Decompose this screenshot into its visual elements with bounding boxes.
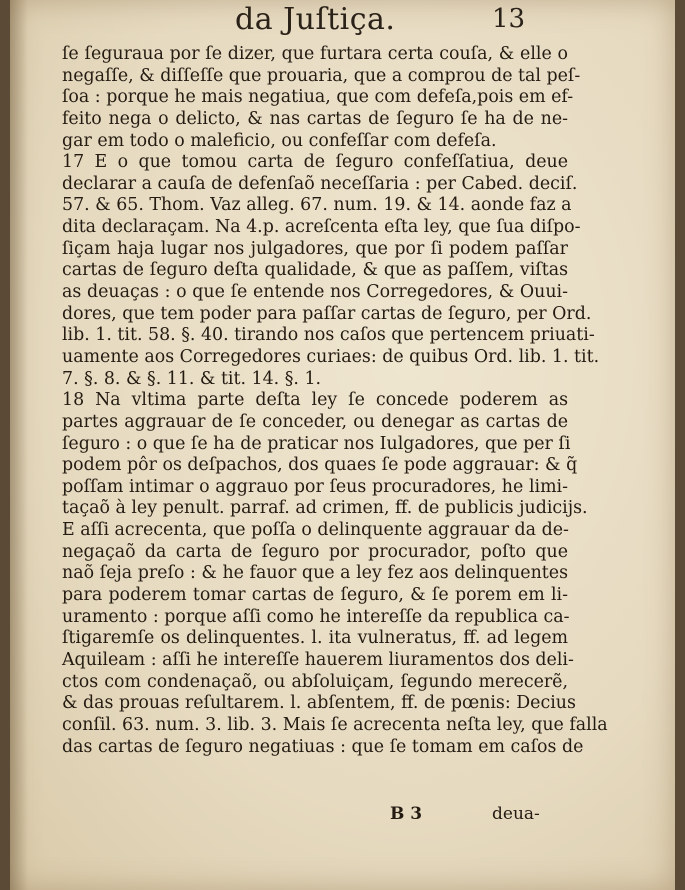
text-line: negaſſe, & diſſeſſe que prouaria, que a comprou de tal peſ- bbox=[62, 65, 581, 86]
page-header bbox=[10, 2, 675, 42]
text-line: declarar a cauſa de defenſaõ neceſſaria : per Cabed. deciſ. bbox=[62, 173, 578, 194]
catchword: deua- bbox=[492, 804, 540, 824]
text-line: dita declaraçam. Na 4.p. acreſcenta eſta ley, que ſua diſpo- bbox=[62, 217, 581, 238]
text-line: ſe ſeguraua por ſe dizer, que furtara certa couſa, & elle o bbox=[62, 44, 568, 64]
text-line: 57. & 65. Thom. Vaz alleg. 67. num. 19. & 14. aonde faz a bbox=[62, 195, 572, 216]
page-footer bbox=[10, 800, 675, 830]
text-line: taçaõ à ley penult. parraf. ad crimen, ff. de publicis judicijs. bbox=[62, 498, 588, 519]
text-line: as deuaças : o que ſe entende nos Corregedores, & Ouui- bbox=[62, 282, 568, 303]
page-number: 13 bbox=[492, 4, 526, 34]
text-line: das cartas de ſeguro negatiuas : que ſe tomam em caſos de bbox=[62, 736, 584, 757]
text-line: ſiçam haja lugar nos julgadores, que por ſi podem paſſar bbox=[62, 238, 568, 259]
signature-mark: B 3 bbox=[390, 804, 423, 824]
body-text bbox=[62, 44, 608, 758]
text-line: feito nega o delicto, & nas cartas de ſeguro ſe ha de ne- bbox=[62, 108, 568, 129]
text-line: negaçaõ da carta de ſeguro por procurador, poſto que bbox=[62, 541, 568, 562]
text-line: E aſſi acrecenta, que poſſa o delinquente aggrauar da de- bbox=[62, 520, 569, 541]
text-line: 7. §. 8. & §. 11. & tit. 14. §. 1. bbox=[62, 368, 322, 389]
text-line: ctos com condenaçaõ, ou abſoluiçam, ſegundo merecerẽ, bbox=[62, 671, 568, 692]
text-line: uramento : porque aſſi como he intereſſe da republica ca- bbox=[62, 606, 570, 627]
text-line: gar em todo o maleficio, ou confeſſar com defeſa. bbox=[62, 130, 497, 151]
text-line: para poderem tomar cartas de ſeguro, & ſe porem em li- bbox=[62, 585, 568, 606]
book-page bbox=[10, 0, 675, 890]
text-line: lib. 1. tit. 58. §. 40. tirando nos caſos que pertencem priuati- bbox=[62, 325, 595, 346]
text-line: cartas de ſeguro deſta qualidade, & que as paſſem, viſtas bbox=[62, 260, 568, 281]
text-line: naõ ſeja preſo : & he fauor que a ley fez aos delinquentes bbox=[62, 563, 568, 584]
text-line: ſoa : porque he mais negatiua, que com defeſa,pois em ef- bbox=[62, 87, 574, 108]
text-line: ſeguro : o que ſe ha de praticar nos Iulgadores, que per ſi bbox=[62, 433, 571, 454]
text-line: dores, que tem poder para paſſar cartas de ſeguro, per Ord. bbox=[62, 303, 592, 324]
text-line: 18 Na vltima parte deſta ley ſe concede poderem as bbox=[62, 390, 568, 411]
running-title: da Juſtiça. bbox=[235, 2, 396, 37]
text-line: ſtigaremſe os delinquentes. l. ita vulneratus, ff. ad legem bbox=[62, 628, 568, 649]
text-line: uamente aos Corregedores curiaes: de quibus Ord. lib. 1. tit. bbox=[62, 346, 600, 367]
text-line: poſſam intimar o aggrauo por ſeus procuradores, he limi- bbox=[62, 476, 568, 497]
text-line: Aquileam : aſſi he intereſſe hauerem liuramentos dos deli- bbox=[62, 649, 574, 670]
text-line: partes aggrauar de ſe conceder, ou denegar as cartas de bbox=[62, 411, 568, 432]
text-line: & das prouas reſultarem. l. abſentem, ff. de pœnis: Decius bbox=[62, 693, 576, 714]
text-line: conſil. 63. num. 3. lib. 3. Mais ſe acrecenta neſta ley, que falla bbox=[62, 714, 608, 735]
text-line: podem pôr os deſpachos, dos quaes ſe pode aggrauar: & q̃ bbox=[62, 455, 578, 476]
text-line: 17 E o que tomou carta de ſeguro confeſſatiua, deue bbox=[62, 152, 568, 173]
